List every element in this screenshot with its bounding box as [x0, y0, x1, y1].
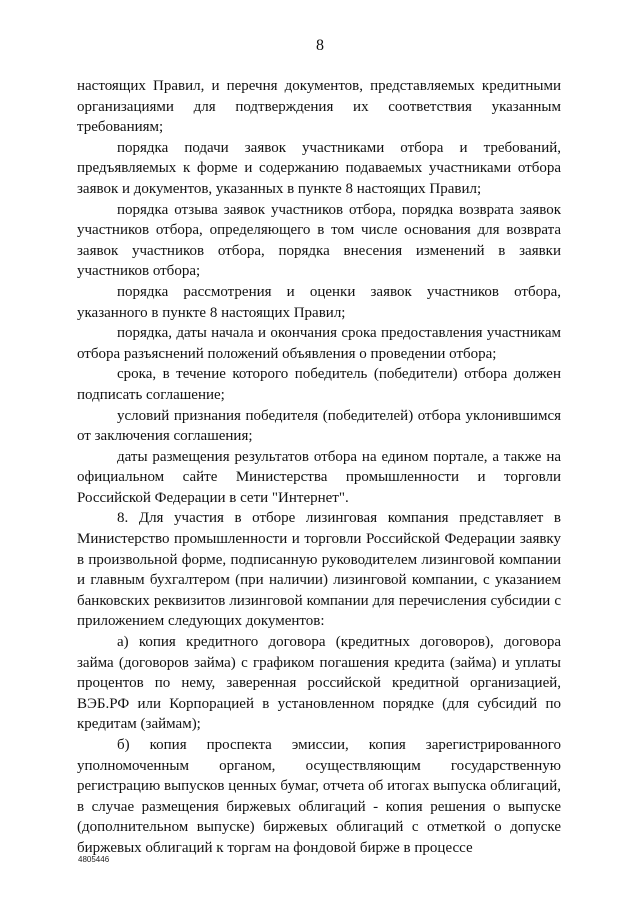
paragraph-submission-order: порядка подачи заявок участниками отбора и требований, предъявляемых к форме и содержанию подаваемых участниками отбора заявок и документов, указанных в пункте 8 настоящих Правил;: [77, 139, 561, 197]
paragraph-evasion-conditions: условий признания победителя (победителей) отбора уклонившимся от заключения соглашения;: [77, 407, 561, 445]
paragraph-results-publication: даты размещения результатов отбора на едином портале, а также на официальном сайте Министерства промышленности и торговли Российской Федерации в сети "Интернет".: [77, 448, 561, 506]
document-code: 4805446: [78, 855, 110, 864]
paragraph-requirements-continuation: настоящих Правил, и перечня документов, представляемых кредитными организациями для подтверждения их соответствия указанным требованиям;: [77, 78, 561, 136]
paragraph-withdrawal-order: порядка отзыва заявок участников отбора, порядка возврата заявок участников отбора, определяющего в том числе основания для возврата заявок участников отбора, порядка внесения изменений в заявки участников отбора;: [77, 201, 561, 280]
paragraph-clarifications: порядка, даты начала и окончания срока предоставления участникам отбора разъяснений положений объявления о проведении отбора;: [77, 325, 561, 362]
paragraph-signing-deadline: срока, в течение которого победитель (победители) отбора должен подписать соглашение;: [77, 366, 561, 403]
paragraph-review-order: порядка рассмотрения и оценки заявок участников отбора, указанного в пункте 8 настоящих Правил;: [77, 283, 561, 321]
paragraph-item-8: 8. Для участия в отборе лизинговая компания представляет в Министерство промышленности и торговли Российской Федерации заявку в произвольной форме, подписанную руководителем лизинговой компании и главным бухгалтером (при наличии) лизинговой компании, с указанием банковских реквизитов лизинговой компании для перечисления субсидии с приложением следующих документов:: [77, 510, 561, 630]
page-number: 8: [316, 37, 324, 54]
body-text: [77, 76, 561, 859]
paragraph-subitem-b: б) копия проспекта эмиссии, копия зарегистрированного уполномоченным органом, осуществляющим государственную регистрацию выпусков ценных бумаг, отчета об итогах выпуска облигаций, в случае размещения биржевых облигаций - копия решения о выпуске (дополнительном выпуске) биржевых облигаций с отметкой о допуске биржевых облигаций к торгам на фондовой бирже в процессе: [77, 737, 561, 856]
paragraph-subitem-a: а) копия кредитного договора (кредитных договоров), договора займа (договоров займа) с графиком погашения кредита (займа) и уплаты процентов по нему, заверенная российской кредитной организацией, ВЭБ.РФ или Корпорацией в установленном порядке (для субсидий по кредитам (займам);: [77, 634, 561, 733]
